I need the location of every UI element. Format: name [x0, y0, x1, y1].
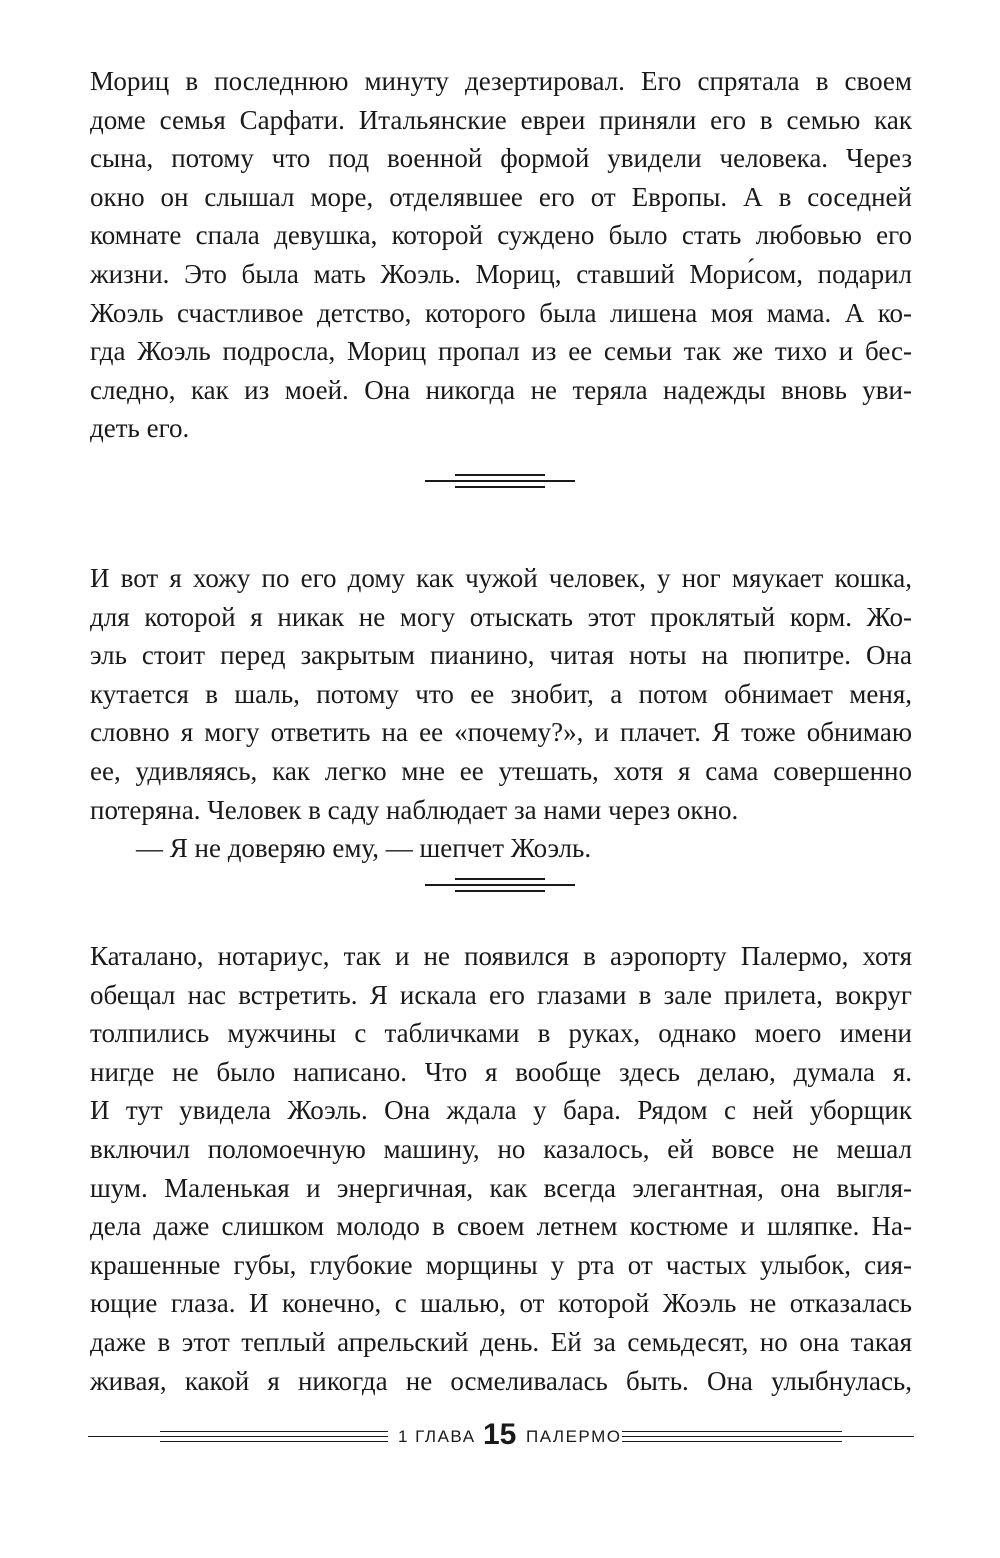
separator-rule: [455, 486, 545, 488]
text-line: включил поломоечную машину, но казалось, ей вовсе не мешал: [90, 1133, 912, 1164]
text-line: нигде не было написано. Что я вообще здесь делаю, думала я.: [90, 1056, 912, 1087]
text-line: эль стоит перед закрытым пианино, читая ноты на пюпитре. Она: [90, 640, 912, 671]
text-line: потеряна. Человек в саду наблюдает за нами через окно.: [90, 794, 739, 825]
separator-rule: [425, 884, 575, 886]
text-line: шум. Маленькая и энергичная, как всегда элегантная, она выгля-: [90, 1172, 912, 1203]
footer-rule: [160, 1431, 388, 1432]
footer-rule: [622, 1441, 842, 1442]
paragraph-moritz-story: [90, 62, 912, 448]
text-line: для которой я никак не могу отыскать этот проклятый корм. Жо-: [90, 601, 912, 632]
text-line: гда Жоэль подросла, Мориц пропал из ее семьи так же тихо и бес-: [90, 336, 912, 367]
text-line: даже в этот теплый апрельский день. Ей за семьдесят, но она такая: [90, 1326, 912, 1357]
text-line: обещал нас встретить. Я искала его глазами в зале прилета, вокруг: [90, 979, 912, 1010]
footer-rules-right: [622, 1431, 914, 1447]
footer-rule: [622, 1436, 914, 1437]
text-line: ющие глаза. И конечно, с шалью, от которой Жоэль не отказалась: [90, 1288, 912, 1319]
text-line: словно я могу ответить на ее «почему?», и плачет. Я тоже обнимаю: [90, 717, 912, 748]
paragraph-airport-scene: [90, 937, 912, 1400]
section-title: ПАЛЕРМО: [526, 1427, 622, 1446]
text-line: дела даже слишком молодо в своем летнем костюме и шляпке. На-: [90, 1211, 912, 1242]
section-separator-ornament: [425, 877, 575, 891]
separator-rule: [455, 878, 545, 880]
page-footer: [88, 1418, 914, 1454]
text-line: комнате спала девушка, которой суждено было стать любовью его: [90, 220, 912, 251]
text-line: И тут увидела Жоэль. Она ждала у бара. Рядом с ней уборщик: [90, 1095, 912, 1126]
separator-rule: [425, 480, 575, 482]
text-line: И вот я хожу по его дому как чужой человек, у ног мяукает кошка,: [90, 563, 912, 593]
text-line: крашенные губы, глубокие морщины у рта от частых улыбок, сия-: [90, 1249, 912, 1280]
text-line: следно, как из моей. Она никогда не теряла надежды вновь уви-: [90, 374, 912, 405]
text-line: доме семья Сарфати. Итальянские евреи приняли его в семью как: [90, 104, 912, 135]
text-line: деть его.: [90, 413, 190, 444]
footer-rule: [160, 1441, 388, 1442]
separator-rule: [455, 890, 545, 892]
footer-rule: [88, 1436, 388, 1437]
page-number: 15: [483, 1418, 517, 1451]
text-line: сына, потому что под военной формой увидели человека. Через: [90, 143, 912, 174]
text-line: Каталано, нотариус, так и не появился в аэропорту Палермо, хотя: [90, 941, 912, 971]
text-line: жизни. Это была мать Жоэль. Мориц, ставший Мори́сом, подарил: [90, 258, 912, 289]
text-line: ее, удивляясь, как легко мне ее утешать, хотя я сама совершенно: [90, 755, 912, 786]
dialogue-line: — Я не доверяю ему, — шепчет Жоэль.: [136, 833, 592, 864]
text-line: Мориц в последнюю минуту дезертировал. Его спрятала в своем: [90, 66, 912, 96]
text-line: Жоэль счастливое детство, которого была лишена моя мама. А ко-: [90, 297, 912, 328]
section-separator-ornament: [425, 473, 575, 487]
text-line: толпились мужчины с табличками в руках, однако моего имени: [90, 1018, 912, 1049]
footer-rule: [622, 1431, 842, 1432]
separator-rule: [455, 474, 545, 476]
chapter-label: 1 ГЛАВА: [398, 1427, 476, 1446]
text-line: живая, какой я никогда не осмеливалась быть. Она улыбнулась,: [90, 1365, 912, 1396]
text-line: окно он слышал море, отделявшее его от Европы. А в соседней: [90, 181, 912, 212]
text-line: кутается в шаль, потому что ее знобит, а потом обнимает меня,: [90, 678, 912, 709]
footer-rules-left: [88, 1431, 388, 1447]
paragraph-house-scene: [90, 559, 912, 868]
